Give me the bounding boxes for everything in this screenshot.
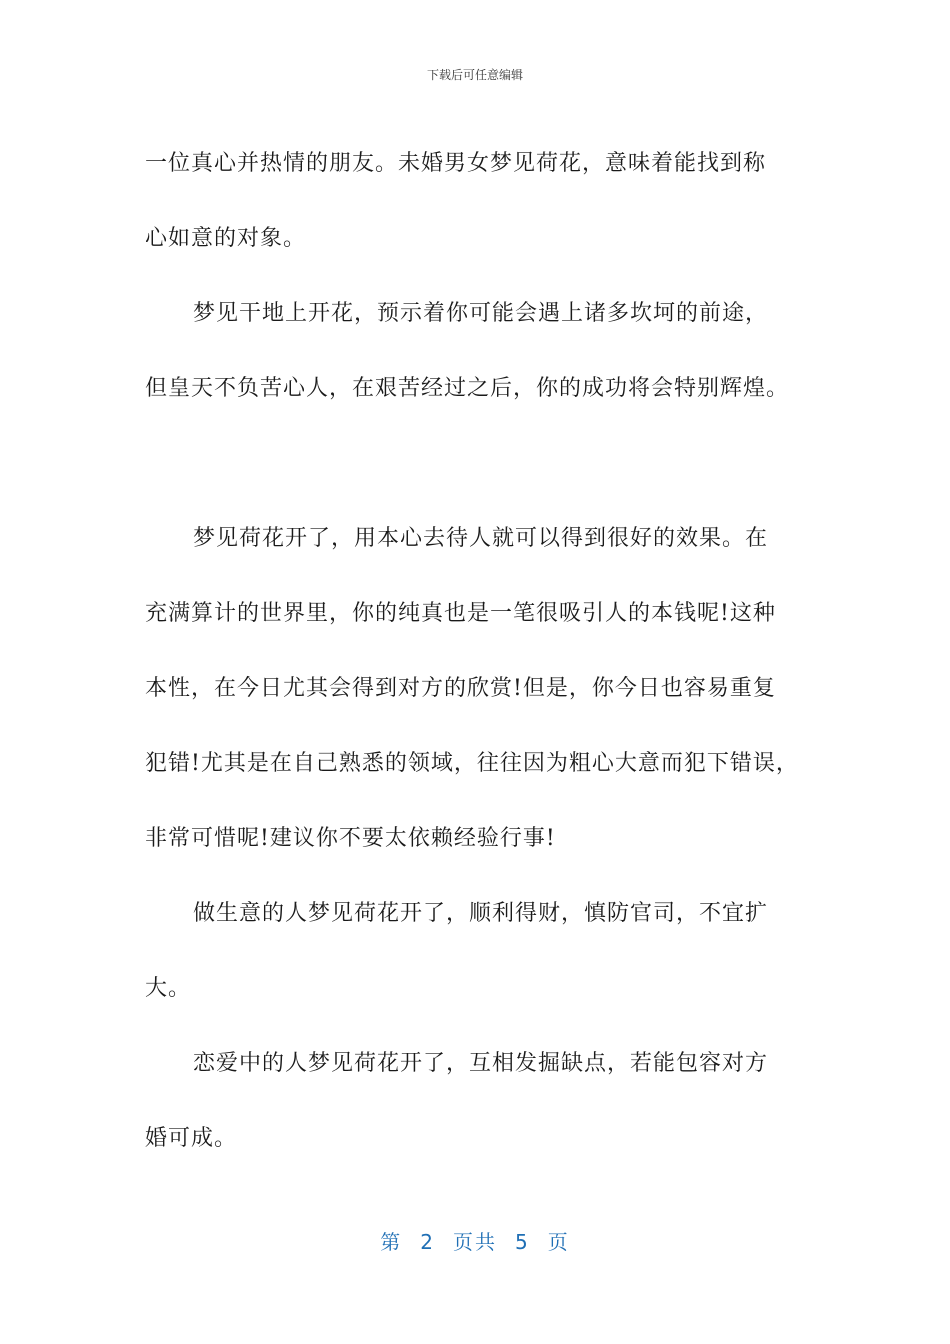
paragraph-line: 做生意的人梦见荷花开了，顺利得财，慎防官司，不宜扩	[193, 901, 769, 926]
paragraph-line: 大。	[145, 976, 192, 1001]
paragraph-line: 本性，在今日尤其会得到对方的欣赏!但是，你今日也容易重复	[145, 676, 776, 701]
paragraph-line: 恋爱中的人梦见荷花开了，互相发掘缺点，若能包容对方	[193, 1051, 769, 1076]
paragraph-line: 婚可成。	[145, 1126, 238, 1151]
footer-prefix: 第	[380, 1230, 403, 1254]
footer-middle: 页共	[453, 1230, 497, 1254]
page-footer	[0, 1226, 950, 1255]
paragraph-spacer	[145, 426, 825, 501]
paragraph-line: 犯错!尤其是在自己熟悉的领域，往往因为粗心大意而犯下错误，	[145, 751, 799, 776]
page-header: 下载后可任意编辑	[426, 68, 523, 82]
paragraph-line: 梦见干地上开花，预示着你可能会遇上诸多坎坷的前途，	[193, 301, 769, 326]
paragraph-line: 心如意的对象。	[145, 226, 307, 251]
paragraph-line: 但皇天不负苦心人，在艰苦经过之后，你的成功将会特别辉煌。	[145, 376, 790, 401]
paragraph-line: 非常可惜呢!建议你不要太依赖经验行事!	[145, 826, 556, 851]
document-body	[145, 126, 825, 1176]
footer-page-number: 2	[420, 1230, 435, 1254]
paragraph-line: 梦见荷花开了，用本心去待人就可以得到很好的效果。在	[193, 526, 769, 551]
footer-total-pages: 5	[515, 1230, 530, 1254]
paragraph-line: 一位真心并热情的朋友。未婚男女梦见荷花，意味着能找到称	[145, 151, 767, 176]
footer-suffix: 页	[547, 1230, 570, 1254]
paragraph-line: 充满算计的世界里，你的纯真也是一笔很吸引人的本钱呢!这种	[145, 601, 776, 626]
